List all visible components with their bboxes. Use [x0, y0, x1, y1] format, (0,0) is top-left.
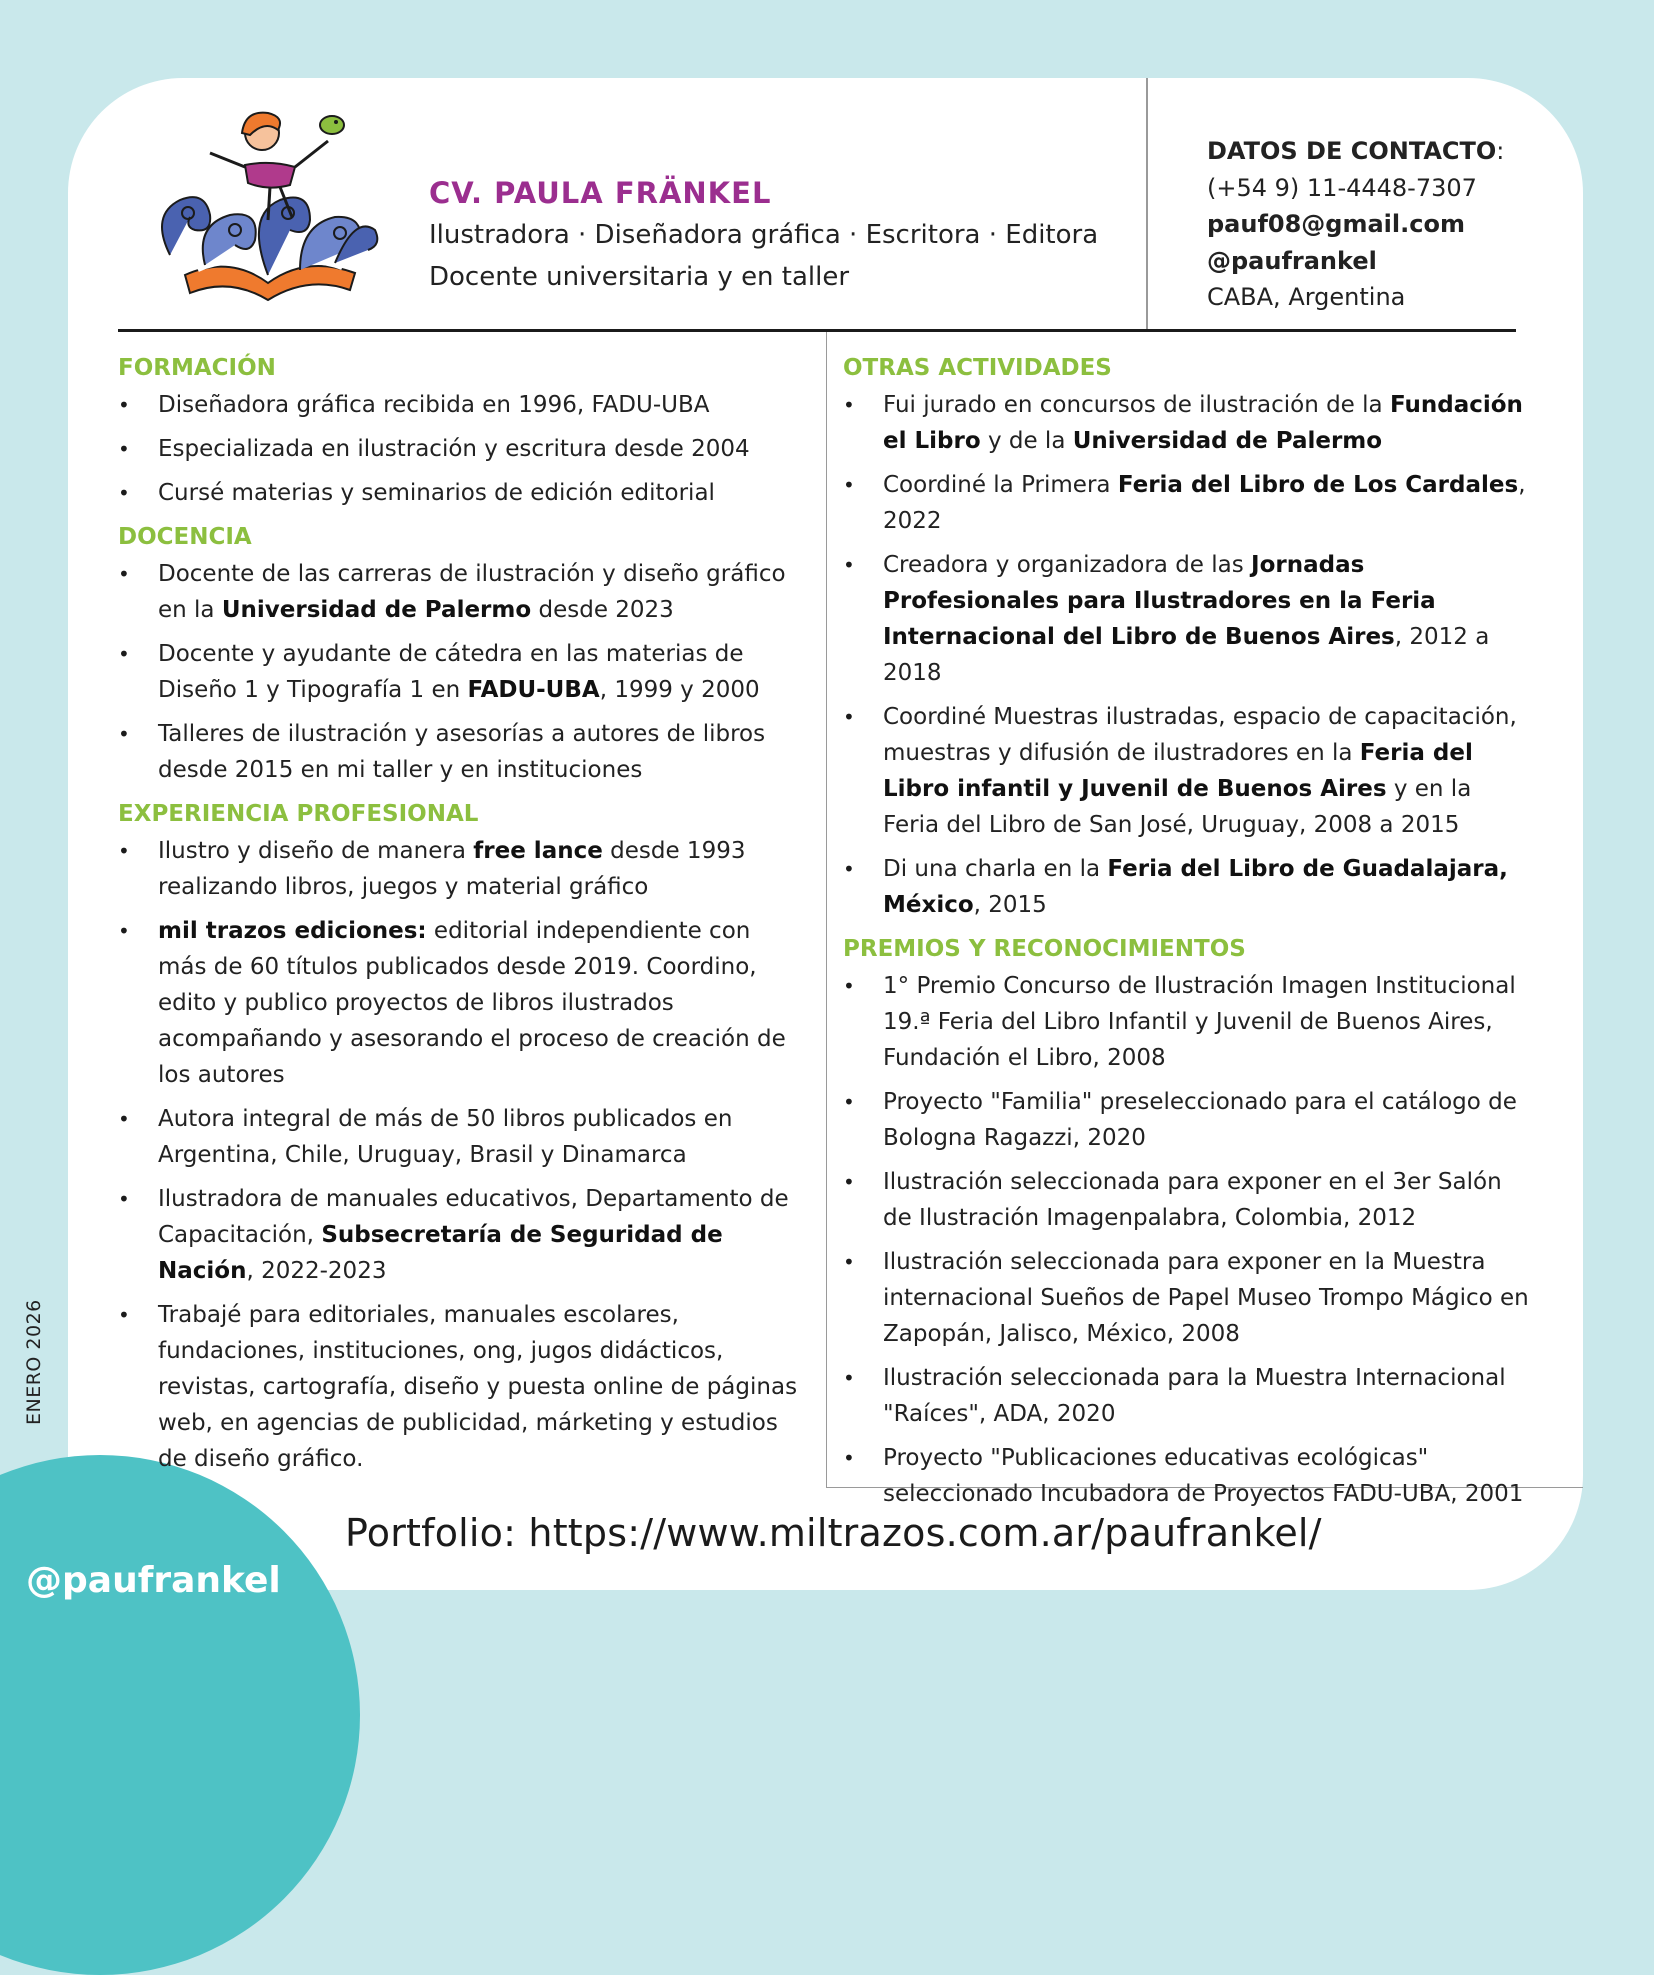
header-divider — [1146, 78, 1148, 331]
docencia-list — [118, 556, 798, 788]
list-item: • Ilustración seleccionada para la Muestra Internacional "Raíces", ADA, 2020 — [843, 1360, 1533, 1432]
list-item — [843, 547, 1533, 691]
list-item — [118, 556, 798, 628]
item-text: Ilustradora de manuales educativos, Departamento de Capacitación, — [158, 1186, 789, 1248]
list-item: • Trabajé para editoriales, manuales escolares, fundaciones, instituciones, ong, jugos didácticos, revistas, cartografía, diseño y puesta online de páginas web, en agencias de publicidad, márketing y estudios de diseño gráfico. — [118, 1297, 798, 1477]
contact-location: CABA, Argentina — [1207, 283, 1406, 311]
item-bold: free lance — [473, 838, 603, 864]
section-heading-docencia: DOCENCIA — [118, 524, 252, 550]
contact-phone: (+54 9) 11-4448-7307 — [1207, 173, 1477, 202]
formacion-list — [118, 387, 798, 511]
item-bold: Subsecretaría de Seguridad de Nación — [158, 1222, 723, 1284]
item-bold: Universidad de Palermo — [221, 597, 532, 623]
list-item: • 1° Premio Concurso de Ilustración Imagen Institucional 19.ª Feria del Libro Infantil y Juvenil de Buenos Aires, Fundación el Libro, 2008 — [843, 968, 1533, 1076]
experiencia-list — [118, 833, 798, 1477]
footer-handle: @paufrankel — [26, 1560, 281, 1601]
list-item: • Proyecto "Familia" preseleccionado para el catálogo de Bologna Ragazzi, 2020 — [843, 1084, 1533, 1156]
list-item — [843, 699, 1533, 843]
item-text: y de la — [980, 428, 1073, 454]
item-text: Coordiné la Primera — [883, 472, 1118, 498]
item-text: desde 1993 realizando libros, juegos y material gráfico — [158, 838, 746, 900]
list-item — [118, 833, 798, 905]
girl-on-book-illustration — [150, 105, 385, 310]
item-text: Fui jurado en concursos de ilustración de la — [883, 392, 1390, 418]
header-rule — [118, 329, 1516, 332]
list-item — [118, 636, 798, 708]
contact-heading: DATOS DE CONTACTO — [1207, 137, 1497, 165]
section-heading-experiencia: EXPERIENCIA PROFESIONAL — [118, 801, 479, 827]
item-text: editorial independiente con más de 60 títulos publicados desde 2019. Coordino, edito y publico proyectos de libros ilustrados acompañando y asesorando el proceso de creación de los autores — [158, 918, 786, 1088]
list-item: • Proyecto "Publicaciones educativas ecológicas" seleccionado Incubadora de Proyectos FADU-UBA, 2001 — [843, 1440, 1533, 1512]
item-bold: mil trazos ediciones: — [158, 918, 427, 944]
page-title: CV. PAULA FRÄNKEL — [429, 176, 772, 210]
contact-heading-row — [1207, 133, 1504, 170]
column-divider — [826, 332, 827, 1488]
item-text: desde 2023 — [531, 597, 674, 623]
item-text: Docente de las carreras de ilustración y diseño gráfico en la — [158, 561, 786, 623]
contact-block — [1207, 133, 1504, 316]
item-text: , 2022 — [883, 472, 1526, 534]
item-text: y en la Feria del Libro de San José, Uruguay, 2008 a 2015 — [883, 776, 1472, 838]
contact-handle[interactable]: @paufrankel — [1207, 246, 1377, 275]
item-bold: Fundación el Libro — [883, 392, 1523, 454]
section-heading-otras: OTRAS ACTIVIDADES — [843, 355, 1112, 381]
list-item — [843, 467, 1533, 539]
item-bold: Universidad de Palermo — [1072, 428, 1383, 454]
list-item: • Talleres de ilustración y asesorías a autores de libros desde 2015 en mi taller y en instituciones — [118, 716, 798, 788]
list-item: • Cursé materias y seminarios de edición editorial — [118, 475, 798, 511]
item-text: Coordiné Muestras ilustradas, espacio de capacitación, muestras y difusión de ilustradores en la — [883, 704, 1517, 766]
list-item — [118, 1181, 798, 1289]
item-bold: Feria del Libro infantil y Juvenil de Buenos Aires — [883, 740, 1473, 802]
item-bold: Feria del Libro de Los Cardales — [1117, 472, 1519, 498]
list-item — [118, 913, 798, 1093]
list-item: • Diseñadora gráfica recibida en 1996, FADU-UBA — [118, 387, 798, 423]
portfolio-link[interactable]: Portfolio: https://www.miltrazos.com.ar/paufrankel/ — [345, 1511, 1322, 1555]
subtitle-roles: Ilustradora · Diseñadora gráfica · Escritora · Editora — [429, 220, 1099, 250]
list-item — [843, 387, 1533, 459]
item-text: , 2012 a 2018 — [883, 624, 1490, 686]
right-column — [843, 350, 1533, 1520]
otras-list — [843, 387, 1533, 923]
date-label: ENERO 2026 — [23, 1299, 45, 1425]
premios-list — [843, 968, 1533, 1512]
list-item: • Especializada en ilustración y escritura desde 2004 — [118, 431, 798, 467]
left-column — [118, 350, 798, 1485]
item-text: Di una charla en la — [883, 856, 1108, 882]
section-heading-premios: PREMIOS Y RECONOCIMIENTOS — [843, 936, 1246, 962]
item-text: Creadora y organizadora de las — [883, 552, 1252, 578]
list-item — [843, 851, 1533, 923]
contact-colon: : — [1496, 137, 1505, 165]
list-item: • Ilustración seleccionada para exponer en el 3er Salón de Ilustración Imagenpalabra, Colombia, 2012 — [843, 1164, 1533, 1236]
item-text: Ilustro y diseño de manera — [158, 838, 474, 864]
subtitle-teaching: Docente universitaria y en taller — [429, 262, 850, 292]
item-text: , 2015 — [973, 892, 1047, 918]
section-heading-formacion: FORMACIÓN — [118, 355, 276, 381]
item-text: , 1999 y 2000 — [599, 677, 760, 703]
item-bold: Feria del Libro de Guadalajara, México — [883, 856, 1508, 918]
contact-email[interactable]: pauf08@gmail.com — [1207, 210, 1465, 238]
item-text: , 2022-2023 — [246, 1258, 387, 1284]
item-bold: FADU-UBA — [467, 677, 600, 703]
item-bold: Jornadas Profesionales para Ilustradores en la Feria Internacional del Libro de Buenos Aires — [883, 552, 1436, 650]
list-item: • Autora integral de más de 50 libros publicados en Argentina, Chile, Uruguay, Brasil y Dinamarca — [118, 1101, 798, 1173]
item-text: Docente y ayudante de cátedra en las materias de Diseño 1 y Tipografía 1 en — [158, 641, 744, 703]
list-item: • Ilustración seleccionada para exponer en la Muestra internacional Sueños de Papel Museo Trompo Mágico en Zapopán, Jalisco, México, 2008 — [843, 1244, 1533, 1352]
